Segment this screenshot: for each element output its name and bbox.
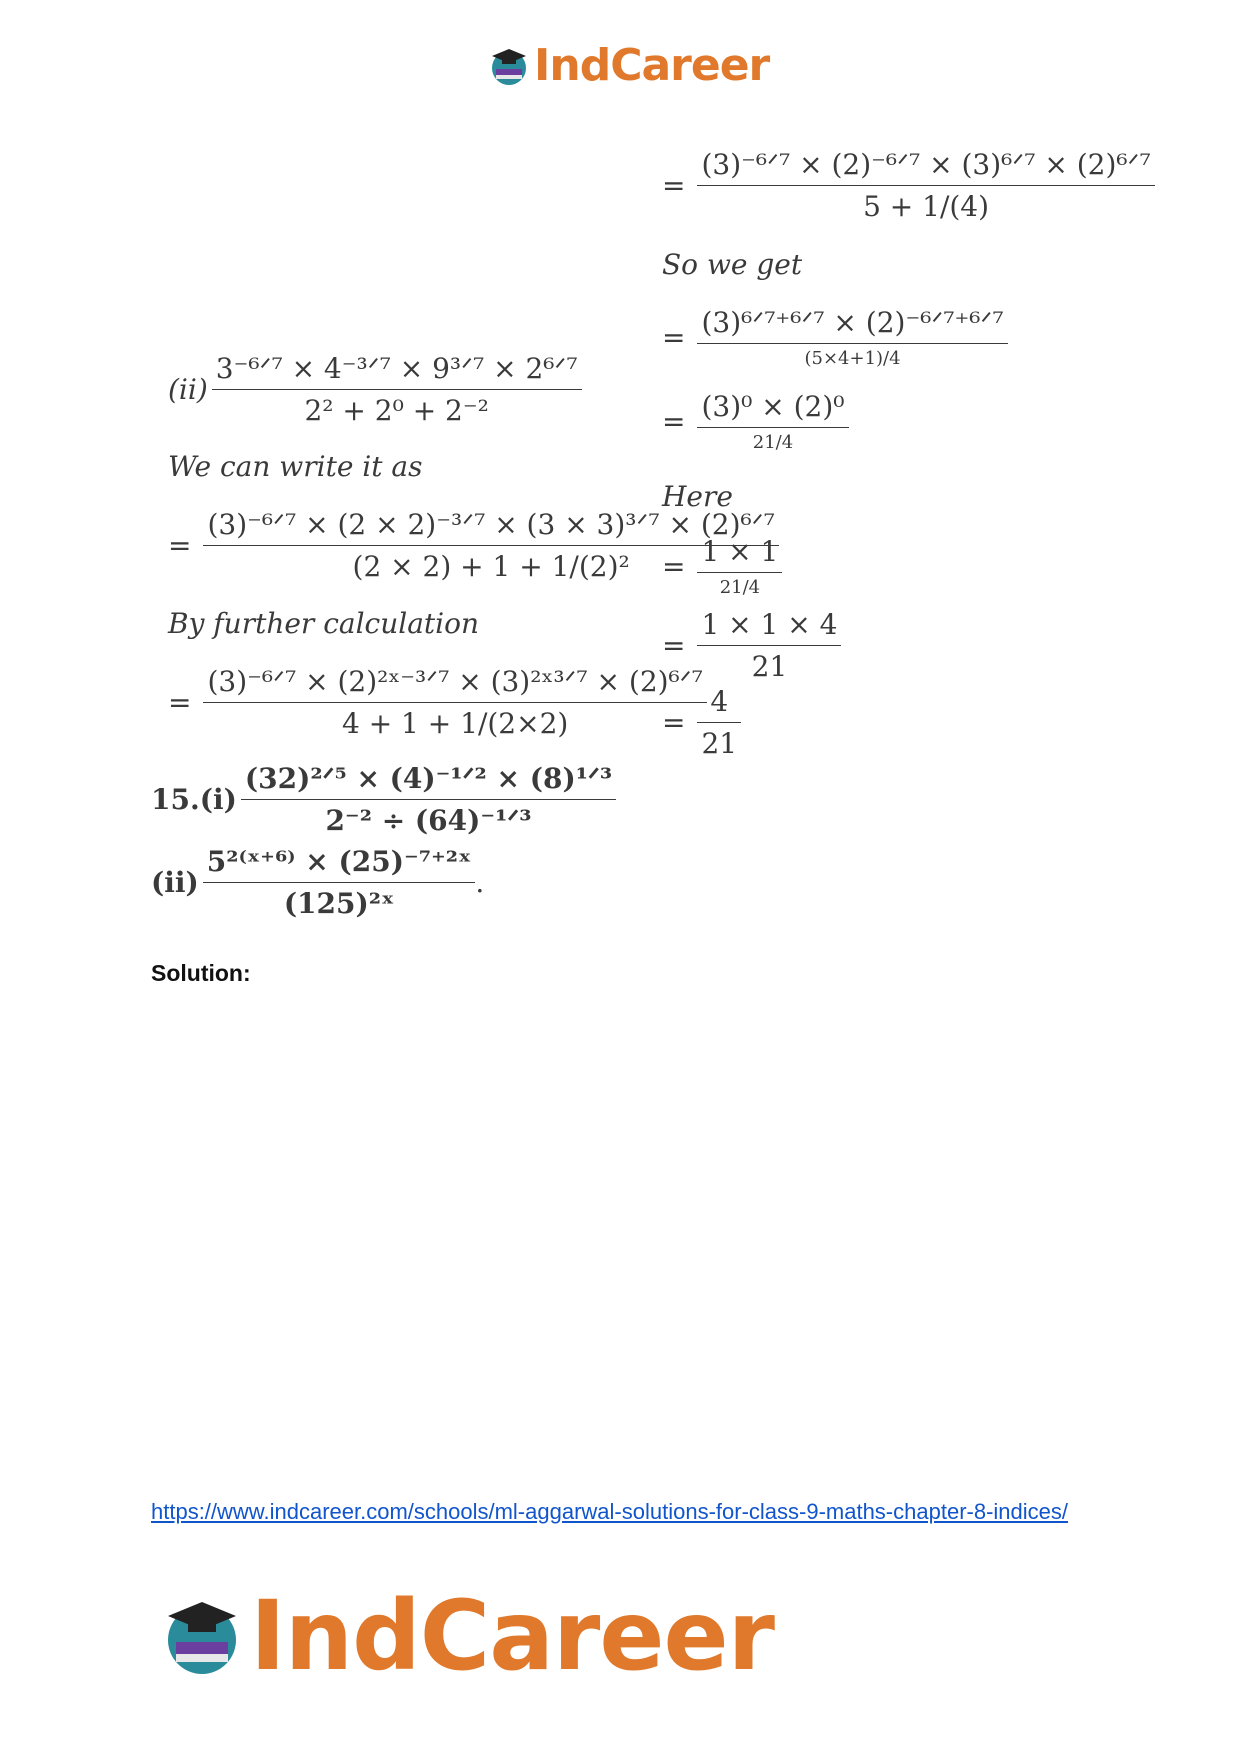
write-as-text: We can write it as [168, 450, 423, 483]
right-step-3-denominator: 21/4 [697, 427, 848, 453]
right-step-6-numerator: 4 [710, 685, 729, 718]
header-logo [488, 40, 769, 91]
right-step-1: = $\frac{\text{(3)⁻⁶ᐟ⁷ × (2)⁻⁶ᐟ⁷ × (3)⁶ᐟ⁷ × (2)⁶ᐟ⁷}}{5 + 1/(4)}$ [662, 148, 1155, 223]
graduation-book-icon [160, 1594, 244, 1678]
question-15-ii: (ii) $\frac{\text{5²⁽ˣ⁺⁶⁾ × (25)⁻⁷⁺²ˣ}}{\text{(125)²ˣ}}$ . [151, 845, 485, 920]
right-step-6: = $\frac{4}{21}$ [662, 685, 741, 760]
right-step-4-numerator: 1 × 1 [701, 535, 779, 568]
question-15-ii-numerator: 5²⁽ˣ⁺⁶⁾ × (25)⁻⁷⁺²ˣ [206, 845, 472, 878]
graduation-book-icon [488, 45, 530, 87]
right-step-4-denominator: 21/4 [697, 572, 782, 598]
right-step-3-numerator: (3)⁰ × (2)⁰ [701, 390, 845, 423]
here-text: Here [662, 480, 733, 513]
left-step-2-denominator: 4 + 1 + 1/(2×2) [203, 702, 706, 740]
right-step-5-numerator: 1 × 1 × 4 [701, 608, 838, 641]
logo-text: IndCareer [534, 40, 770, 91]
problem-ii-numerator: 3⁻⁶ᐟ⁷ × 4⁻³ᐟ⁷ × 9³ᐟ⁷ × 2⁶ᐟ⁷ [215, 352, 578, 385]
right-step-4: = $\frac{1 \times 1}{21/4}$ [662, 535, 782, 598]
left-step-2-numerator: (3)⁻⁶ᐟ⁷ × (2)²ˣ⁻³ᐟ⁷ × (3)²ˣ³ᐟ⁷ × (2)⁶ᐟ⁷ [207, 665, 703, 698]
right-step-1-denominator: 5 + 1/(4) [697, 185, 1154, 223]
solution-heading: Solution: [151, 960, 251, 986]
right-step-3: = $\frac{\text{(3)⁰ × (2)⁰}}{21/4}$ [662, 390, 849, 453]
question-15-i-denominator: 2⁻² ÷ (64)⁻¹ᐟ³ [241, 799, 616, 837]
so-we-get-text: So we get [662, 248, 803, 281]
question-15-i [151, 762, 616, 837]
question-15-i-label: 15.(i) [151, 783, 237, 816]
problem-ii-denominator: 2² + 2⁰ + 2⁻² [212, 389, 582, 427]
question-15-ii-denominator: (125)²ˣ [203, 882, 476, 920]
left-step-1-numerator: (3)⁻⁶ᐟ⁷ × (2 × 2)⁻³ᐟ⁷ × (3 × 3)³ᐟ⁷ × (2)⁶ᐟ⁷ [207, 508, 775, 541]
problem-ii [168, 352, 582, 427]
footer-logo [160, 1580, 774, 1692]
source-url-link[interactable]: https://www.indcareer.com/schools/ml-aggarwal-solutions-for-class-9-maths-chapter-8-indices/ [151, 1499, 1068, 1524]
left-step-1: = $\frac{\text{(3)⁻⁶ᐟ⁷ × (2 × 2)⁻³ᐟ⁷ × (3 × 3)³ᐟ⁷ × (2)⁶ᐟ⁷}}{\text{(2 × 2) + 1 + 1/(2)²}}$ [168, 508, 779, 583]
right-step-2: = $\frac{\text{(3)⁶ᐟ⁷⁺⁶ᐟ⁷ × (2)⁻⁶ᐟ⁷⁺⁶ᐟ⁷}}{(5\times 4+1)/4}$ [662, 306, 1008, 369]
right-step-5-denominator: 21 [697, 645, 841, 683]
further-calculation-text: By further calculation [168, 607, 480, 640]
logo-text: IndCareer [250, 1580, 774, 1692]
right-step-6-denominator: 21 [697, 722, 741, 760]
right-step-5: = $\frac{1 \times 1 \times 4}{21}$ [662, 608, 841, 683]
right-step-1-numerator: (3)⁻⁶ᐟ⁷ × (2)⁻⁶ᐟ⁷ × (3)⁶ᐟ⁷ × (2)⁶ᐟ⁷ [701, 148, 1151, 181]
right-step-2-denominator: (5×4+1)/4 [697, 343, 1007, 369]
left-step-1-denominator: (2 × 2) + 1 + 1/(2)² [203, 545, 778, 583]
problem-ii-label: (ii) [168, 373, 208, 406]
question-15-i-numerator: (32)²ᐟ⁵ × (4)⁻¹ᐟ² × (8)¹ᐟ³ [244, 762, 613, 795]
question-15-ii-label: (ii) [151, 866, 199, 899]
right-step-2-numerator: (3)⁶ᐟ⁷⁺⁶ᐟ⁷ × (2)⁻⁶ᐟ⁷⁺⁶ᐟ⁷ [701, 306, 1004, 339]
left-step-2: = $\frac{\text{(3)⁻⁶ᐟ⁷ × (2)²ˣ⁻³ᐟ⁷ × (3)²ˣ³ᐟ⁷ × (2)⁶ᐟ⁷}}{4 + 1 + 1/(2\times 2)}$ [168, 665, 707, 740]
